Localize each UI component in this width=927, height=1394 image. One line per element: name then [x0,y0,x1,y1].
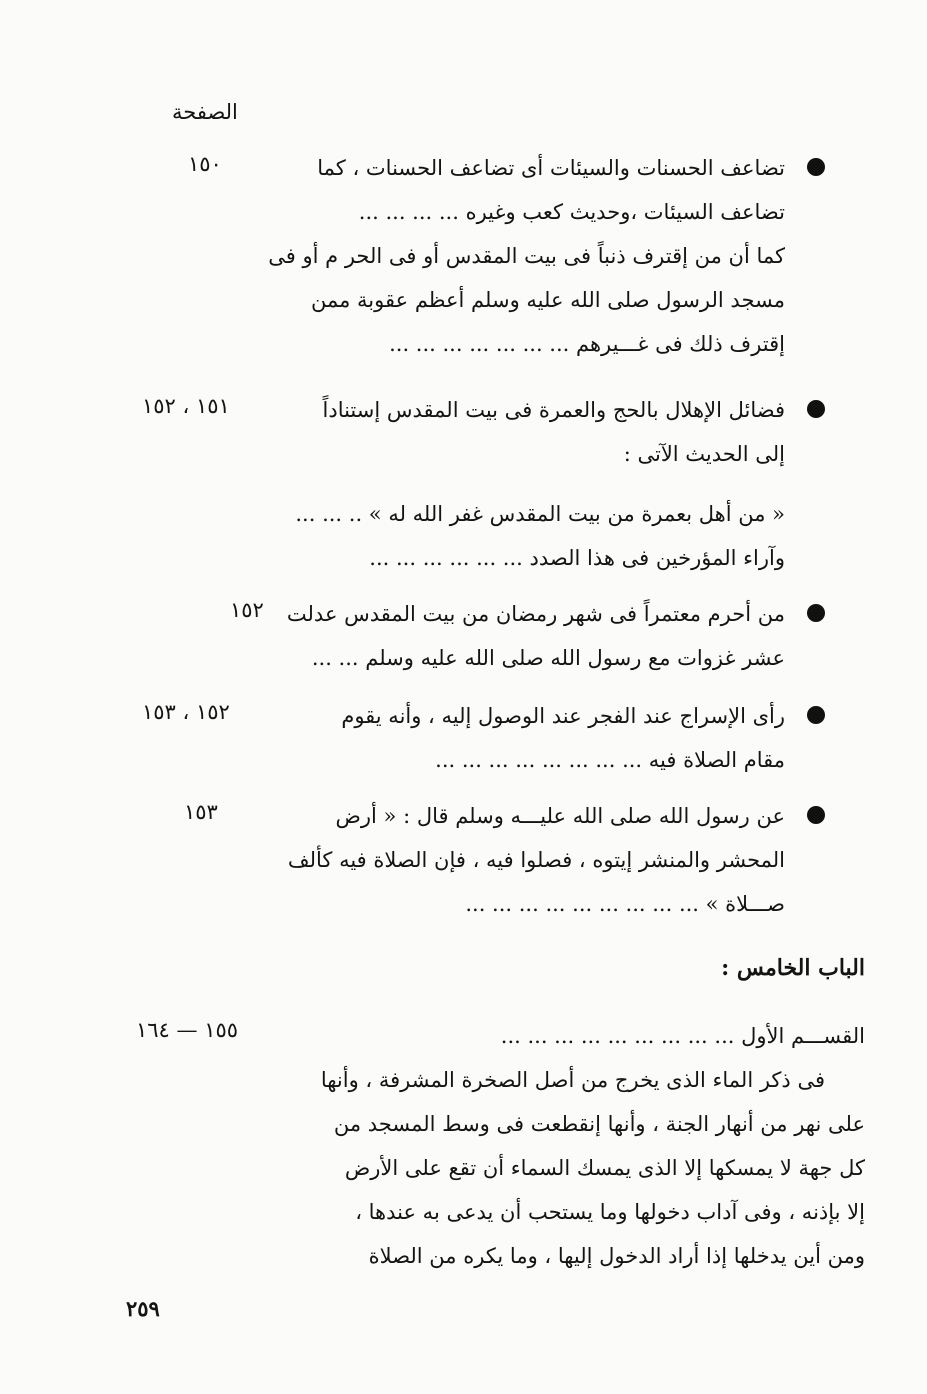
section-line: على نهر من أنهار الجنة ، وأنها إنقطعت فى وسط المسجد من [333,1112,865,1136]
entry-text [265,146,785,366]
toc-entry [120,592,825,682]
entry-line: صـــلاة » ... ... ... ... ... ... ... ... ... [465,892,785,916]
section-line: إلا بإذنه ، وفى آداب دخولها وما يستحب أن يدعى به عندها ، [355,1200,865,1224]
toc-entry [120,388,825,578]
entry-text [265,592,785,680]
entry-line: وآراء المؤرخين فى هذا الصدد ... ... ... ... ... ... [369,546,785,570]
entry-line: مقام الصلاة فيه ... ... ... ... ... ... ... ... [435,748,785,772]
entry-text [265,794,785,926]
section-line: ومن أين يدخلها إذا أراد الدخول إليها ، وما يكره من الصلاة [368,1244,865,1268]
toc-entry [120,794,825,928]
entry-text [265,388,785,580]
entry-line: إقترف ذلك فى غـــيرهم ... ... ... ... ... ... ... [389,332,785,356]
bullet-icon [807,158,825,176]
entry-line: تضاعف الحسنات والسيئات أى تضاعف الحسنات ، كما [317,156,785,180]
entry-line: المحشر والمنشر إيتوه ، فصلوا فيه ، فإن الصلاة فيه كألف [287,848,785,872]
bullet-icon [807,806,825,824]
bullet-icon [807,604,825,622]
bullet-icon [807,400,825,418]
entry-line: « من أهل بعمرة من بيت المقدس غفر الله له » .. ... ... [295,502,785,526]
entry-line: كما أن من إقترف ذنباً فى بيت المقدس أو فى الحر م أو فى [268,244,785,268]
entry-line: عشر غزوات مع رسول الله صلى الله عليه وسلم ... ... [311,646,785,670]
entry-line: من أحرم معتمراً فى شهر رمضان من بيت المقدس عدلت [286,602,785,626]
section-line: فى ذكر الماء الذى يخرج من أصل الصخرة المشرفة ، وأنها [320,1068,825,1092]
page-reference: ١٥٢ [230,598,264,622]
page-header-label: الصفحة [172,100,238,124]
section-line: كل جهة لا يمسكها إلا الذى يمسك السماء أن تقع على الأرض [344,1156,865,1180]
page-reference: ١٥٠ [188,152,222,176]
entry-line: مسجد الرسول صلى الله عليه وسلم أعظم عقوبة ممن [310,288,785,312]
section-line: القســـم الأول ... ... ... ... ... ... ... ... ... [500,1024,865,1048]
page-reference: ١٥٥ — ١٦٤ [136,1018,239,1042]
toc-entry [120,694,825,784]
entry-line: عن رسول الله صلى الله عليـــه وسلم قال : « أرض [335,804,785,828]
toc-entry [120,146,825,376]
page-reference: ١٥٢ ، ١٥٣ [142,700,230,724]
entry-line: فضائل الإهلال بالحج والعمرة فى بيت المقدس إستناداً [322,398,785,422]
entry-line: تضاعف السيئات ،وحديث كعب وغيره ... ... ... ... [358,200,785,224]
page-reference: ١٥١ ، ١٥٢ [142,394,230,418]
page-reference: ١٥٣ [184,800,218,824]
chapter-title: الباب الخامس : [721,955,865,981]
entry-text [265,694,785,782]
section-text [285,1014,865,1278]
entry-line: إلى الحديث الآتى : [623,442,785,466]
entry-line: رأى الإسراج عند الفجر عند الوصول إليه ، وأنه يقوم [341,704,785,728]
page-number: ٢٥٩ [126,1296,160,1321]
bullet-icon [807,706,825,724]
